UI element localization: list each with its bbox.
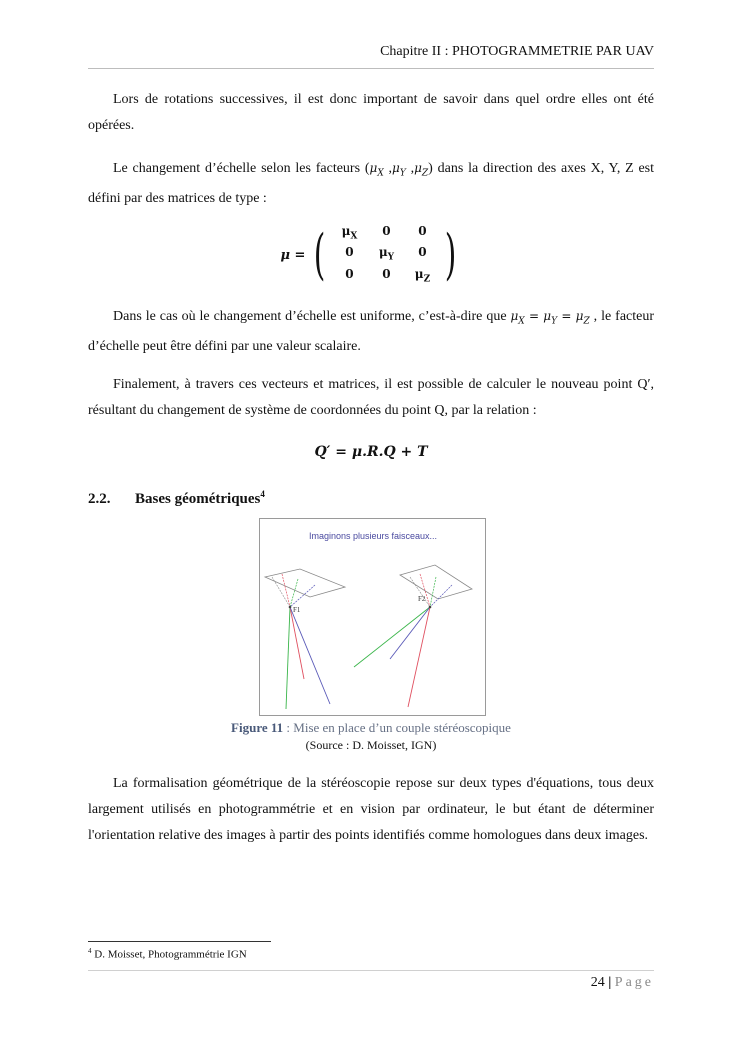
label-f2: F2	[418, 595, 426, 603]
paragraph-stereoscopy: La formalisation géométrique de la stéréoscopie repose sur deux types d'équations, tous deux largement utilisés en photogrammétrie et en vision par ordinateur, le but étant de déterminer l'orientation relative des images à partir des points identifiés comme homologues dans deux images.	[88, 776, 654, 843]
footer-divider	[88, 970, 654, 971]
section-title: Bases géométriques	[135, 491, 261, 507]
footnote	[88, 947, 247, 961]
figure-source: (Source : D. Moisset, IGN)	[305, 738, 437, 752]
matrix-right-bracket: )	[445, 223, 457, 286]
mu-y: $\mu_Y$	[392, 161, 406, 179]
header-divider	[88, 68, 654, 69]
paragraph-rotations: Lors de rotations successives, il est donc important de savoir dans quel ordre elles ont été opérées.	[88, 92, 654, 133]
mu-x: $\mu_X$	[369, 161, 384, 179]
page-number: 24	[590, 975, 605, 990]
footnote-divider	[88, 941, 271, 942]
image-plane-right	[400, 565, 472, 599]
scale-matrix-equation	[88, 223, 654, 286]
label-f1: F1	[293, 606, 301, 614]
section-heading	[88, 489, 265, 508]
matrix-left-bracket: (	[314, 223, 326, 286]
paragraph-scale-factors: Le changement d’échelle selon les facteurs ($\mu_X$ $,\mu_Y$ $,\mu_Z$) dans la direction des axes X, Y, Z est défini par des matrices de type :	[88, 161, 654, 207]
section-number: 2.2.	[88, 491, 111, 507]
footnote-text: D. Moisset, Photogrammétrie IGN	[91, 948, 247, 961]
footnote-number: 4	[88, 947, 92, 955]
footer-separator: |	[604, 975, 615, 990]
figure-title: Imaginons plusieurs faisceaux...	[308, 531, 438, 541]
figure-caption-text: : Mise en place d’un couple stéréoscopique	[283, 720, 511, 735]
page-footer	[88, 975, 654, 991]
image-plane-left	[265, 569, 345, 597]
footnote-ref: 4	[260, 489, 265, 499]
scale-matrix: $\mu_X$ 0 0 0 $\mu_Y$ 0 0 0 $\mu_Z$	[341, 223, 431, 285]
mu-z: $\mu_Z$	[414, 161, 429, 179]
ray-bundle-left	[272, 574, 330, 709]
scale-text-before: Le changement d’échelle selon les facteurs (	[113, 161, 370, 176]
stereo-diagram	[260, 519, 485, 715]
paragraph-transform: Finalement, à travers ces vecteurs et matrices, il est possible de calculer le nouveau point Q′, résultant du changement de système de coordonnées du point Q, par la relation :	[88, 377, 654, 418]
figure-caption-label: Figure 11	[231, 720, 284, 735]
stereo-figure	[259, 518, 486, 716]
paragraph-uniform-scale: Dans le cas où le changement d’échelle est uniforme, c’est-à-dire que $\mu_X = \mu_Y = \mu_Z$ , le facteur d’échelle peut être défini par une valeur scalaire.	[88, 309, 655, 355]
scale-text-after: ) dans la direction des axes X, Y, Z est défini par des matrices de type :	[88, 161, 654, 207]
page-label: Page	[614, 975, 654, 990]
uniform-scale-expression: $\mu_X = \mu_Y = \mu_Z$	[510, 309, 590, 327]
figure-caption	[88, 720, 654, 736]
running-header: Chapitre II : PHOTOGRAMMETRIE PAR UAV	[380, 44, 654, 59]
transformation-relation: Q′ = μ.R.Q + T	[314, 444, 428, 460]
matrix-lhs: μ =	[280, 247, 306, 263]
ray-bundle-right	[354, 574, 452, 707]
